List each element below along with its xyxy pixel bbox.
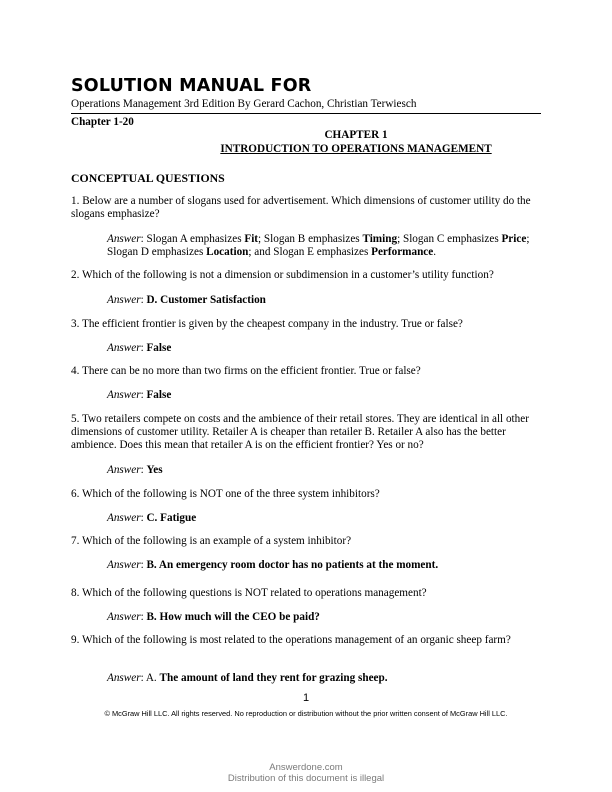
question-1: 1. Below are a number of slogans used for advertisement. Which dimensions of customer utility do the slogans emphasize?	[71, 195, 531, 221]
answer-7: Answer: B. An emergency room doctor has no patients at the moment.	[107, 559, 439, 571]
question-8: 8. Which of the following questions is NOT related to operations management?	[71, 587, 427, 599]
header-divider	[71, 113, 541, 114]
answer-label: Answer	[107, 611, 141, 623]
question-2: 2. Which of the following is not a dimension or subdimension in a customer’s utility function?	[71, 269, 494, 281]
answer-label: Answer	[107, 559, 141, 571]
answer-4: Answer: False	[107, 389, 172, 401]
answer-label: Answer	[107, 672, 141, 684]
chapter-range: Chapter 1-20	[71, 116, 134, 128]
answer-5: Answer: Yes	[107, 464, 163, 476]
watermark-notice: Distribution of this document is illegal	[227, 773, 385, 784]
answer-label: Answer	[107, 342, 141, 354]
answer-label: Answer	[107, 233, 141, 245]
answer-8: Answer: B. How much will the CEO be paid?	[107, 611, 320, 623]
section-heading: CONCEPTUAL QUESTIONS	[71, 171, 225, 185]
question-9: 9. Which of the following is most related to the operations management of an organic sheep farm?	[71, 634, 511, 646]
answer-label: Answer	[107, 389, 141, 401]
answer-9: Answer: A. The amount of land they rent for grazing sheep.	[107, 672, 388, 684]
question-5: 5. Two retailers compete on costs and the ambience of their retail stores. They are identical in all other dimensions of customer utility. Retailer A is cheaper than retailer B. Retailer A also has the better ambience. Does this mean that retailer A is on the efficient frontier? Yes or no?	[71, 413, 529, 452]
answer-2: Answer: D. Customer Satisfaction	[107, 294, 266, 306]
question-3: 3. The efficient frontier is given by the cheapest company in the industry. True or false?	[71, 318, 463, 330]
question-7: 7. Which of the following is an example of a system inhibitor?	[71, 535, 352, 547]
question-6: 6. Which of the following is NOT one of the three system inhibitors?	[71, 488, 380, 500]
chapter-title: INTRODUCTION TO OPERATIONS MANAGEMENT	[220, 143, 492, 155]
answer-label: Answer	[107, 512, 141, 524]
copyright-notice: © McGraw Hill LLC. All rights reserved. No reproduction or distribution without the prior written consent of McGraw Hill LLC.	[104, 709, 508, 718]
answer-label: Answer	[107, 294, 141, 306]
watermark-site: Answerdone.com	[269, 762, 343, 773]
question-4: 4. There can be no more than two firms on the efficient frontier. True or false?	[71, 365, 421, 377]
page-number: 1	[302, 692, 310, 704]
answer-6: Answer: C. Fatigue	[107, 512, 197, 524]
answer-label: Answer	[107, 464, 141, 476]
answer-3: Answer: False	[107, 342, 172, 354]
answer-1: Answer: Slogan A emphasizes Fit; Slogan B emphasizes Timing; Slogan C emphasizes Price; Slogan D emphasizes Location; and Slogan E emphasizes Performance.	[107, 233, 530, 259]
solution-manual-title: SOLUTION MANUAL FOR	[71, 76, 312, 96]
chapter-number: CHAPTER 1	[324, 129, 388, 141]
book-subtitle: Operations Management 3rd Edition By Gerard Cachon, Christian Terwiesch	[71, 98, 417, 110]
